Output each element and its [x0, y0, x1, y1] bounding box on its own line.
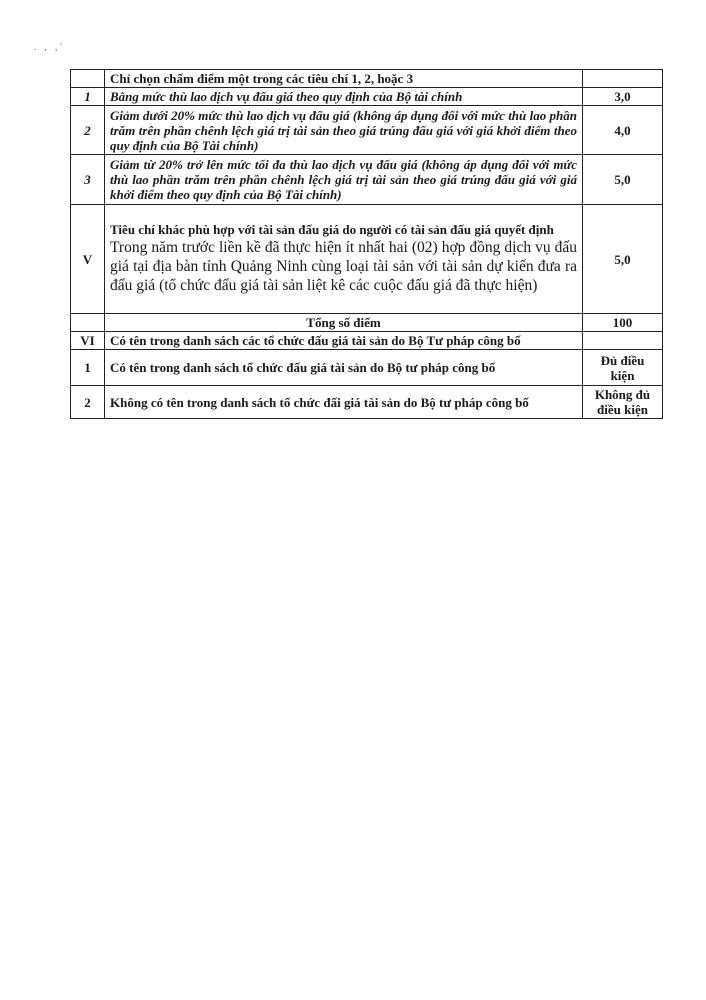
row-score: 5,0	[583, 205, 663, 314]
row-number	[71, 70, 105, 88]
row-number: VI	[71, 332, 105, 350]
row-number: 1	[71, 350, 105, 386]
criteria-table	[70, 69, 663, 419]
row-description: Không có tên trong danh sách tổ chức đấi giá tài sản do Bộ tư pháp công bố	[105, 386, 583, 419]
row-score: 4,0	[583, 106, 663, 155]
row-number: 2	[71, 106, 105, 155]
table-row	[71, 205, 663, 314]
row-number	[71, 314, 105, 332]
row-score	[583, 332, 663, 350]
row-score: Không đủ điều kiện	[583, 386, 663, 419]
total-label: Tổng số điểm	[105, 314, 583, 332]
table-row	[71, 332, 663, 350]
row-description: Bằng mức thù lao dịch vụ đấu giá theo quy định của Bộ tài chính	[105, 88, 583, 106]
table-row	[71, 106, 663, 155]
row-number: 3	[71, 155, 105, 205]
table-row	[71, 314, 663, 332]
row-description: Chỉ chọn chấm điểm một trong các tiêu chí 1, 2, hoặc 3	[105, 70, 583, 88]
row-description: Có tên trong danh sách các tổ chức đấu giá tài sản do Bộ Tư pháp công bố	[105, 332, 583, 350]
row-score: 5,0	[583, 155, 663, 205]
table-row	[71, 155, 663, 205]
table-row	[71, 350, 663, 386]
criteria-body: Trong năm trước liền kề đã thực hiện ít nhất hai (02) hợp đồng dịch vụ đấu giá tại địa bàn tỉnh Quảng Ninh cùng loại tài sản với tài sản dự kiến đưa ra đấu giá (tổ chức đấu giá tài sản liệt kê các cuộc đấu giá đã thực hiện)	[110, 238, 577, 294]
criteria-title: Tiêu chí khác phù hợp với tài sản đấu giá do người có tài sản đấu giá quyết định	[110, 221, 554, 237]
row-score	[583, 70, 663, 88]
row-score: 3,0	[583, 88, 663, 106]
row-score: Đủ điều kiện	[583, 350, 663, 386]
scan-mark: '	[92, 0, 94, 7]
row-description: Có tên trong danh sách tổ chức đấu giá tài sản do Bộ tư pháp công bố	[105, 350, 583, 386]
row-description	[105, 205, 583, 314]
table-row	[71, 70, 663, 88]
table-row	[71, 386, 663, 419]
row-description: Giảm từ 20% trở lên mức tối đa thù lao dịch vụ đấu giá (không áp dụng đối với mức thù lao phần trăm trên phần chênh lệch giá trị tài sản theo giá trúng đấu giá với giá khởi điểm theo quy định của Bộ Tài chính)	[105, 155, 583, 205]
row-number: 2	[71, 386, 105, 419]
row-number: V	[71, 205, 105, 314]
scan-mark: . , ,'	[34, 42, 65, 52]
table-row	[71, 88, 663, 106]
row-description: Giảm dưới 20% mức thù lao dịch vụ đấu giá (không áp dụng đối với mức thù lao phần trăm trên phần chênh lệch giá trị tài sản theo giá trúng đấu giá với giá khởi điểm theo quy định của Bộ Tài chính)	[105, 106, 583, 155]
row-number: 1	[71, 88, 105, 106]
total-score: 100	[583, 314, 663, 332]
